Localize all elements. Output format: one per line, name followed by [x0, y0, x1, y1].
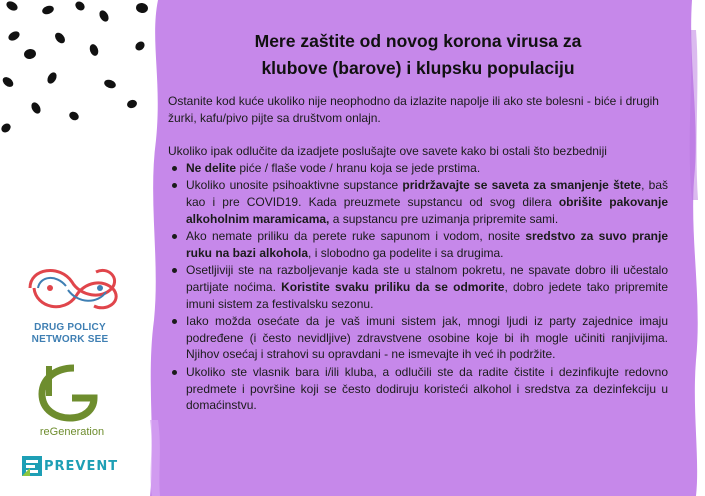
- title-line1: Mere zaštite od novog korona virusa za: [254, 31, 582, 51]
- main-content: [168, 28, 668, 415]
- tip-item: Ne delite piće / flaše vode / hranu koja se jede prstima.: [186, 160, 668, 177]
- tip-item: Iako možda osećate da je vaš imuni sistem jak, mnogi ljudi iz party zajednice imaju podređene (i često nevidljive) zdravstvene osobine koje bi ih mogle učiniti ranjivijima. Njihov osećaj i strahovi su opravdani - ne ismevajte ih već ih podržite.: [186, 314, 668, 362]
- drug-policy-network-logo-icon: [20, 258, 130, 318]
- tip-item: Ukoliko unosite psihoaktivne supstance pridržavajte se saveta za smanjenje štete, baš kao i pre COVID19. Kada preuzmete supstancu od svog dilera obrišite pakovanje alkoholnim maramicama, a supstancu pre uzimanja pripremite sami.: [186, 178, 668, 226]
- tips-list: [168, 160, 668, 414]
- title-line2: klubove (barove) i klupsku populaciju: [261, 58, 575, 78]
- dpn-label-line1: DRUG POLICY: [34, 322, 106, 333]
- paragraph-spacer: [168, 126, 668, 143]
- tip-item: Ako nemate priliku da perete ruke sapunom i vodom, nosite sredstvo za suvo pranje ruku na bazi alkohola, i slobodno ga podelite i sa drugima.: [186, 229, 668, 260]
- decorative-dots-pattern: [0, 0, 160, 140]
- regeneration-label: reGeneration: [39, 426, 105, 438]
- eprevent-label: PREVENT: [44, 458, 119, 474]
- logo-sidebar: [0, 0, 160, 496]
- page-title: [168, 28, 668, 82]
- dpn-label-line2: NETWORK SEE: [31, 334, 109, 345]
- tip-item: Osetljiviji ste na razboljevanje kada ste u stalnom pokretu, ne spavate dobro ili učestalo partijate noćima. Koristite svaku priliku da se odmorite, dobro jedete tako pripremite imuni sistem za festivalsku sezonu.: [186, 263, 668, 311]
- intro-paragraph: Ostanite kod kuće ukoliko nije neophodno da izlazite napolje ili ako ste bolesni - biće i drugih žurki, kafu/pivo pijte sa društvom onlajn.: [168, 94, 659, 125]
- lead-paragraph: Ukoliko ipak odlučite da izadjete poslušajte ove savete kako bi ostali što bezbedniji: [168, 144, 607, 159]
- eprevent-logo: [22, 455, 130, 477]
- drug-policy-network-label: [20, 322, 120, 346]
- eprevent-mark-icon: [22, 456, 42, 476]
- regeneration-logo-icon: [34, 362, 104, 422]
- tip-item: Ukoliko ste vlasnik bara i/ili kluba, a odlučili ste da radite čistite i dezinfikujte redovno predmete i površine koji se često dodiruju koristeći alkohol i sredstva za dezinfekciju u domaćinstvu.: [186, 364, 668, 413]
